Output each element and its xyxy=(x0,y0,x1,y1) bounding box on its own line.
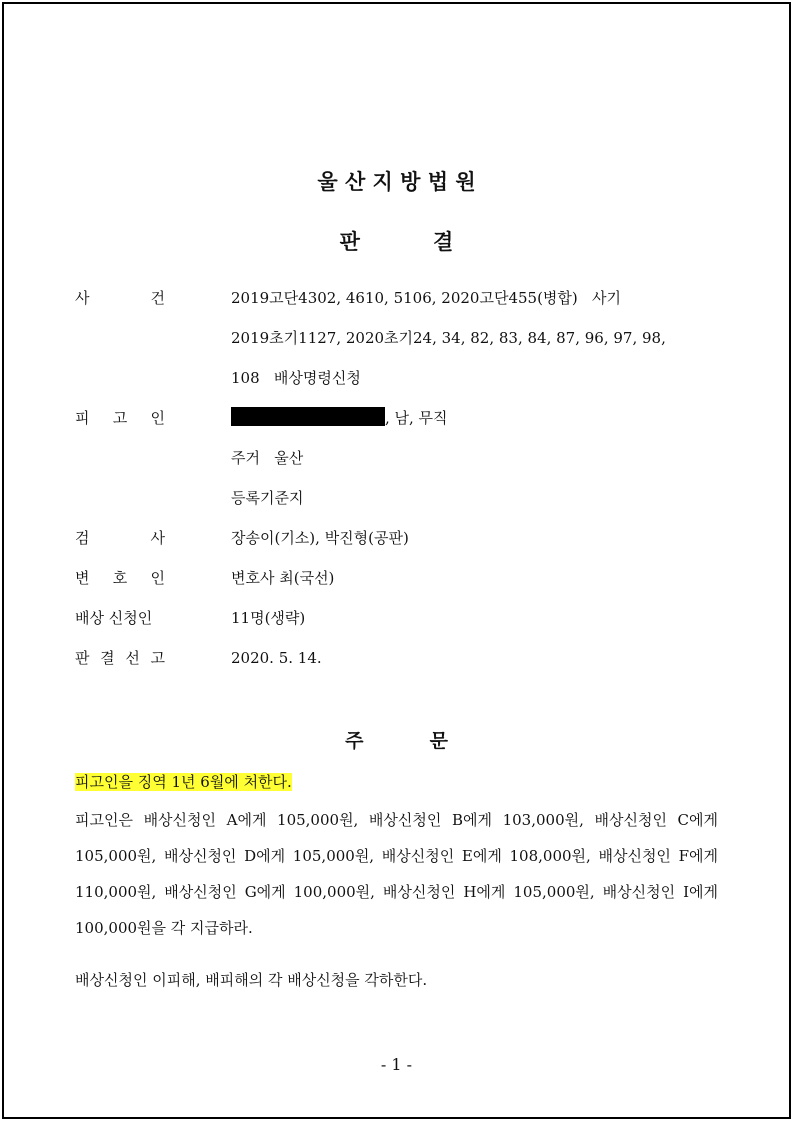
counsel-value: 변호사 최(국선) xyxy=(231,569,335,587)
defendant-registry: 등록기준지 xyxy=(231,489,304,507)
verdict-date-label: 판 결 선 고 xyxy=(75,649,165,667)
case-line-2: 2019초기1127, 2020초기24, 34, 82, 83, 84, 87, 96, 97, 98, xyxy=(231,329,666,347)
case-line-1: 2019고단4302, 4610, 5106, 2020고단455(병합) 사기 xyxy=(231,289,622,307)
counsel-label: 변 호 인 xyxy=(75,569,165,587)
claimants-value: 11명(생략) xyxy=(231,609,306,627)
case-label: 사 건 xyxy=(75,289,165,307)
order-paragraph-1 xyxy=(75,764,718,800)
redacted-name-block xyxy=(231,407,385,426)
order-heading: 주 문 xyxy=(345,730,448,752)
defendant-value xyxy=(231,406,448,430)
order-paragraph-3: 배상신청인 이피해, 배피해의 각 배상신청을 각하한다. xyxy=(75,971,428,989)
defendant-label: 피 고 인 xyxy=(75,409,165,427)
document-title: 판 결 xyxy=(339,230,454,254)
defendant-suffix: , 남, 무직 xyxy=(385,409,448,427)
claimants-label: 배상 신청인 xyxy=(75,609,153,627)
court-name: 울 산 지 방 법 원 xyxy=(317,170,476,194)
page-number: - 1 - xyxy=(380,1055,413,1074)
defendant-residence: 주거 울산 xyxy=(231,449,304,467)
highlighted-sentence: 피고인을 징역 1년 6월에 처한다. xyxy=(75,773,292,791)
prosecutor-value: 장송이(기소), 박진형(공판) xyxy=(231,529,409,547)
order-paragraph-2: 피고인은 배상신청인 A에게 105,000원, 배상신청인 B에게 103,000원, 배상신청인 C에게 105,000원, 배상신청인 D에게 105,000원, 배상신청인 E에게 108,000원, 배상신청인 F에게 110,000원, 배상신청인 G에게 100,000원, 배상신청인 H에게 105,000원, 배상신청인 I에게 100,000원을 각 지급하라. xyxy=(75,811,718,937)
case-line-3: 108 배상명령신청 xyxy=(231,369,361,387)
verdict-date-value: 2020. 5. 14. xyxy=(231,649,322,667)
prosecutor-label: 검 사 xyxy=(75,529,165,547)
